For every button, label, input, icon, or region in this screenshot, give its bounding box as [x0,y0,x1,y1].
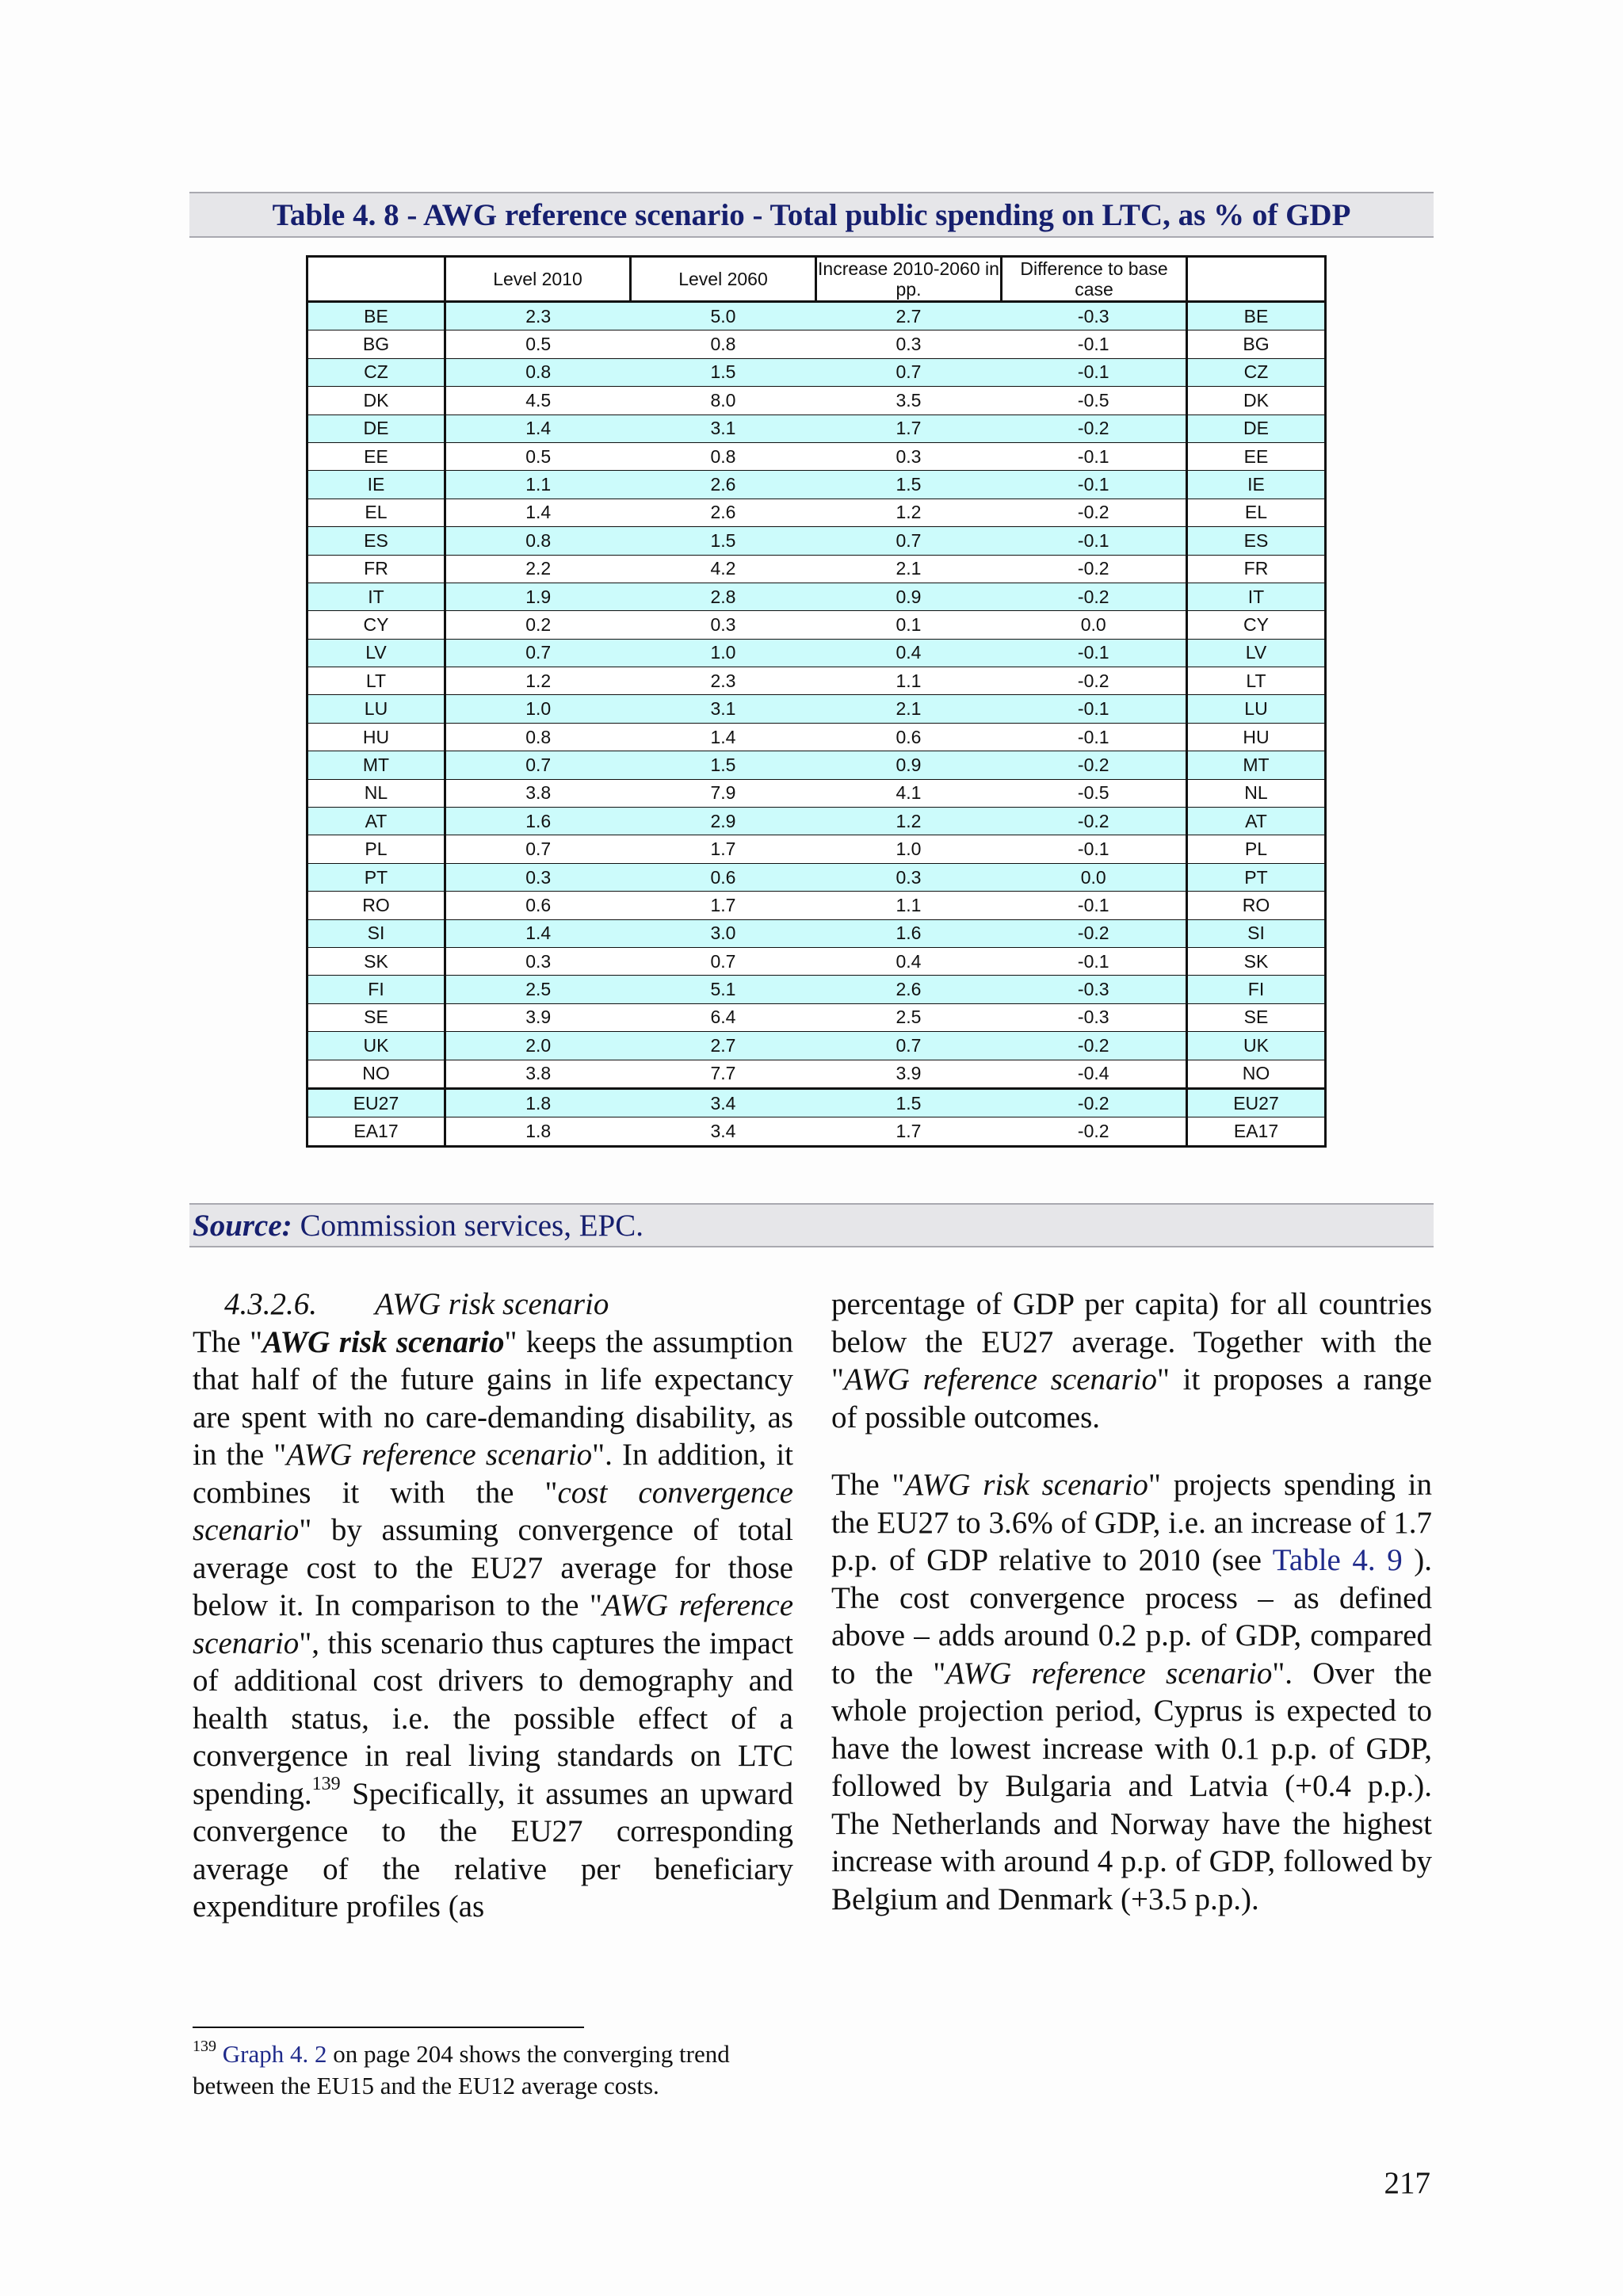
country-code-cell: LT [1187,667,1326,695]
value-cell: 2.5 [445,976,631,1003]
value-cell: 0.6 [445,892,631,919]
table-row [307,330,1326,358]
table-row [307,639,1326,667]
table-row [307,1088,1326,1117]
value-cell: 1.4 [445,499,631,526]
value-cell: -0.1 [1002,695,1187,723]
value-cell: 0.7 [445,639,631,667]
value-cell: 0.0 [1002,611,1187,639]
country-code-cell: NL [307,779,445,807]
value-cell: 1.4 [445,919,631,947]
country-code-cell: EU27 [307,1088,445,1117]
footnote-marker[interactable]: 139 [311,1773,341,1794]
value-cell: -0.5 [1002,779,1187,807]
value-cell: 4.2 [631,555,816,583]
value-cell: 3.1 [631,415,816,442]
country-code-cell: FR [307,555,445,583]
table-row [307,863,1326,891]
value-cell: 0.5 [445,330,631,358]
country-code-cell: NO [1187,1060,1326,1088]
value-cell: 1.5 [816,1088,1002,1117]
value-cell: 1.6 [445,808,631,835]
country-code-cell: SK [1187,947,1326,975]
country-code-cell: CY [307,611,445,639]
value-cell: 2.3 [445,302,631,330]
value-cell: 3.1 [631,695,816,723]
value-cell: 6.4 [631,1003,816,1031]
value-cell: 2.8 [631,583,816,610]
value-cell: -0.1 [1002,330,1187,358]
value-cell: 2.2 [445,555,631,583]
country-code-cell: EU27 [1187,1088,1326,1117]
value-cell: -0.2 [1002,751,1187,779]
value-cell: 1.1 [816,667,1002,695]
value-cell: -0.1 [1002,639,1187,667]
section-heading [193,1286,793,1324]
country-code-cell: IT [307,583,445,610]
country-code-cell: EA17 [307,1117,445,1146]
country-code-cell: HU [1187,723,1326,751]
value-cell: 0.3 [816,442,1002,470]
table-reference-link[interactable]: Table 4. 9 [1272,1543,1403,1577]
table-row [307,415,1326,442]
country-code-cell: EL [1187,499,1326,526]
country-code-cell: LV [307,639,445,667]
value-cell: 1.8 [445,1088,631,1117]
value-cell: 4.1 [816,779,1002,807]
country-code-cell: MT [307,751,445,779]
value-cell: 3.4 [631,1088,816,1117]
source-label: Source: [193,1208,292,1243]
country-code-cell: EL [307,499,445,526]
value-cell: 1.0 [631,639,816,667]
body-paragraph: percentage of GDP per capita) for all countries below the EU27 average. Together with the "AWG reference scenario" it proposes a range of possible outcomes. [831,1287,1432,1435]
value-cell: 0.4 [816,639,1002,667]
value-cell: 1.2 [816,808,1002,835]
table-row [307,1117,1326,1146]
value-cell: -0.2 [1002,1117,1187,1146]
table-source [189,1203,1434,1247]
value-cell: 0.8 [445,527,631,555]
value-cell: -0.1 [1002,723,1187,751]
value-cell: 2.0 [445,1032,631,1060]
country-code-cell: SK [307,947,445,975]
value-cell: 5.1 [631,976,816,1003]
header-cell: Increase 2010-2060 in pp. [816,257,1002,302]
value-cell: 0.7 [816,1032,1002,1060]
country-code-cell: CY [1187,611,1326,639]
value-cell: 0.6 [631,863,816,891]
country-code-cell: LV [1187,639,1326,667]
country-code-cell: SI [307,919,445,947]
country-code-cell: ES [1187,527,1326,555]
value-cell: 5.0 [631,302,816,330]
page-number: 217 [1384,2166,1430,2200]
ltc-spending-table [306,255,1327,1148]
value-cell: 0.3 [816,863,1002,891]
footnote: $^{139}$ Graph 4. 2 on page 204 shows the converging trend between the EU15 and the EU12 average costs. [193,2038,730,2099]
table-row [307,919,1326,947]
table-row [307,527,1326,555]
value-cell: 1.1 [816,892,1002,919]
value-cell: 3.9 [816,1060,1002,1088]
country-code-cell: SI [1187,919,1326,947]
value-cell: 1.0 [445,695,631,723]
country-code-cell: ES [307,527,445,555]
value-cell: -0.4 [1002,1060,1187,1088]
value-cell: 0.2 [445,611,631,639]
table-row [307,667,1326,695]
value-cell: -0.3 [1002,1003,1187,1031]
value-cell: 1.4 [631,723,816,751]
value-cell: 0.6 [816,723,1002,751]
country-code-cell: NO [307,1060,445,1088]
header-cell [1187,257,1326,302]
header-cell: Level 2060 [631,257,816,302]
value-cell: -0.1 [1002,947,1187,975]
value-cell: 3.4 [631,1117,816,1146]
value-cell: 1.1 [445,471,631,499]
value-cell: 0.3 [445,863,631,891]
country-code-cell: BG [307,330,445,358]
country-code-cell: MT [1187,751,1326,779]
table-row [307,387,1326,415]
table-row [307,835,1326,863]
table-row [307,358,1326,386]
value-cell: -0.1 [1002,527,1187,555]
table-row [307,442,1326,470]
country-code-cell: PT [1187,863,1326,891]
country-code-cell: DE [1187,415,1326,442]
value-cell: 0.9 [816,583,1002,610]
section-number: 4.3.2.6. [224,1287,317,1321]
value-cell: 8.0 [631,387,816,415]
value-cell: -0.2 [1002,415,1187,442]
country-code-cell: LU [1187,695,1326,723]
country-code-cell: CZ [307,358,445,386]
country-code-cell: FR [1187,555,1326,583]
value-cell: -0.2 [1002,499,1187,526]
value-cell: 0.7 [445,751,631,779]
value-cell: 0.1 [816,611,1002,639]
value-cell: 0.8 [445,358,631,386]
country-code-cell: BE [307,302,445,330]
value-cell: 0.8 [631,330,816,358]
value-cell: 4.5 [445,387,631,415]
country-code-cell: DK [307,387,445,415]
table-header-row [307,257,1326,302]
value-cell: 0.9 [816,751,1002,779]
table-row [307,976,1326,1003]
country-code-cell: SE [307,1003,445,1031]
country-code-cell: EE [307,442,445,470]
value-cell: 1.7 [631,892,816,919]
source-text: Commission services, EPC. [300,1208,644,1243]
value-cell: 7.9 [631,779,816,807]
value-cell: -0.1 [1002,892,1187,919]
value-cell: 2.6 [816,976,1002,1003]
value-cell: 0.8 [631,442,816,470]
value-cell: -0.2 [1002,1088,1187,1117]
table-row [307,695,1326,723]
table-row [307,947,1326,975]
country-code-cell: DK [1187,387,1326,415]
section-title: AWG risk scenario [375,1287,609,1321]
value-cell: -0.1 [1002,358,1187,386]
country-code-cell: LT [307,667,445,695]
country-code-cell: HU [307,723,445,751]
table-row [307,1060,1326,1088]
country-code-cell: SE [1187,1003,1326,1031]
table-row [307,499,1326,526]
header-cell [307,257,445,302]
value-cell: 2.1 [816,555,1002,583]
value-cell: -0.2 [1002,583,1187,610]
value-cell: 0.8 [445,723,631,751]
country-code-cell: FI [307,976,445,1003]
value-cell: 1.5 [816,471,1002,499]
table-row [307,1032,1326,1060]
left-column [193,1286,793,1926]
value-cell: 0.0 [1002,863,1187,891]
body-paragraph: The "AWG risk scenario" projects spending in the EU27 to 3.6% of GDP, i.e. an increase of 1.7 p.p. of GDP relative to 2010 (see Table 4. 9 ). The cost convergence process – as defined above – adds around 0.2 p.p. of GDP, compared to the "AWG reference scenario". Over the whole projection period, Cyprus is expected to have the lowest increase with 0.1 p.p. of GDP, followed by Bulgaria and Latvia (+0.4 p.p.). The Netherlands and Norway have the highest increase with around 4 p.p. of GDP, followed by Belgium and Denmark (+3.5 p.p.). [831,1468,1432,1916]
value-cell: -0.3 [1002,976,1187,1003]
table-row [307,611,1326,639]
value-cell: 2.9 [631,808,816,835]
value-cell: -0.1 [1002,835,1187,863]
country-code-cell: EE [1187,442,1326,470]
value-cell: 0.7 [631,947,816,975]
value-cell: 0.4 [816,947,1002,975]
value-cell: 1.2 [445,667,631,695]
value-cell: 0.3 [631,611,816,639]
value-cell: 7.7 [631,1060,816,1088]
country-code-cell: FI [1187,976,1326,1003]
country-code-cell: AT [1187,808,1326,835]
country-code-cell: AT [307,808,445,835]
value-cell: -0.5 [1002,387,1187,415]
value-cell: 2.1 [816,695,1002,723]
country-code-cell: RO [307,892,445,919]
right-column [831,1286,1432,1918]
value-cell: -0.1 [1002,471,1187,499]
value-cell: -0.1 [1002,442,1187,470]
value-cell: 1.7 [816,415,1002,442]
value-cell: -0.2 [1002,1032,1187,1060]
country-code-cell: BE [1187,302,1326,330]
country-code-cell: PT [307,863,445,891]
table-row [307,892,1326,919]
country-code-cell: RO [1187,892,1326,919]
country-code-cell: UK [307,1032,445,1060]
table-row [307,808,1326,835]
value-cell: 0.7 [816,358,1002,386]
value-cell: 3.5 [816,387,1002,415]
value-cell: 0.7 [445,835,631,863]
country-code-cell: PL [1187,835,1326,863]
value-cell: 3.8 [445,1060,631,1088]
country-code-cell: EA17 [1187,1117,1326,1146]
value-cell: 1.9 [445,583,631,610]
value-cell: 2.3 [631,667,816,695]
footnote-divider [193,2027,584,2028]
value-cell: 1.4 [445,415,631,442]
table-row [307,302,1326,330]
table-row [307,555,1326,583]
value-cell: -0.2 [1002,919,1187,947]
table-row [307,1003,1326,1031]
value-cell: 1.5 [631,527,816,555]
country-code-cell: BG [1187,330,1326,358]
value-cell: 3.0 [631,919,816,947]
table-row [307,723,1326,751]
header-cell: Level 2010 [445,257,631,302]
value-cell: 2.6 [631,471,816,499]
value-cell: 1.6 [816,919,1002,947]
country-code-cell: IE [307,471,445,499]
value-cell: 1.8 [445,1117,631,1146]
value-cell: 0.5 [445,442,631,470]
country-code-cell: UK [1187,1032,1326,1060]
value-cell: 1.5 [631,358,816,386]
value-cell: -0.2 [1002,808,1187,835]
country-code-cell: PL [307,835,445,863]
header-cell: Difference to base case [1002,257,1187,302]
value-cell: 2.7 [816,302,1002,330]
body-paragraph: The "AWG risk scenario" keeps the assumption that half of the future gains in life expectancy are spent with no care-demanding disability, as in the "AWG reference scenario". In addition, it combines it with the "cost convergence scenario" by assuming convergence of total average cost to the EU27 average for those below it. In comparison to the "AWG reference scenario", this scenario thus captures the impact of additional cost drivers to demography and health status, i.e. the possible effect of a convergence in real living standards on LTC spending.$^{139}$ Specifically, it assumes an upward convergence to the EU27 corresponding average of the relative per beneficiary expenditure profiles (as [193,1324,794,1924]
country-code-cell: LU [307,695,445,723]
graph-reference-link[interactable]: Graph 4. 2 [222,2040,327,2068]
country-code-cell: CZ [1187,358,1326,386]
footnote-number: 139 [193,2038,216,2055]
value-cell: 3.9 [445,1003,631,1031]
value-cell: 0.7 [816,527,1002,555]
value-cell: 1.0 [816,835,1002,863]
value-cell: 3.8 [445,779,631,807]
country-code-cell: DE [307,415,445,442]
value-cell: -0.2 [1002,667,1187,695]
value-cell: 2.6 [631,499,816,526]
country-code-cell: IT [1187,583,1326,610]
table-title: Table 4. 8 - AWG reference scenario - Total public spending on LTC, as % of GDP [189,192,1434,238]
value-cell: 1.7 [816,1117,1002,1146]
value-cell: 1.7 [631,835,816,863]
value-cell: 0.3 [816,330,1002,358]
country-code-cell: NL [1187,779,1326,807]
country-code-cell: IE [1187,471,1326,499]
table-row [307,471,1326,499]
value-cell: 2.5 [816,1003,1002,1031]
value-cell: 2.7 [631,1032,816,1060]
value-cell: 1.2 [816,499,1002,526]
table-row [307,779,1326,807]
value-cell: 0.3 [445,947,631,975]
value-cell: 1.5 [631,751,816,779]
table-row [307,751,1326,779]
table-row [307,583,1326,610]
value-cell: -0.2 [1002,555,1187,583]
value-cell: -0.3 [1002,302,1187,330]
